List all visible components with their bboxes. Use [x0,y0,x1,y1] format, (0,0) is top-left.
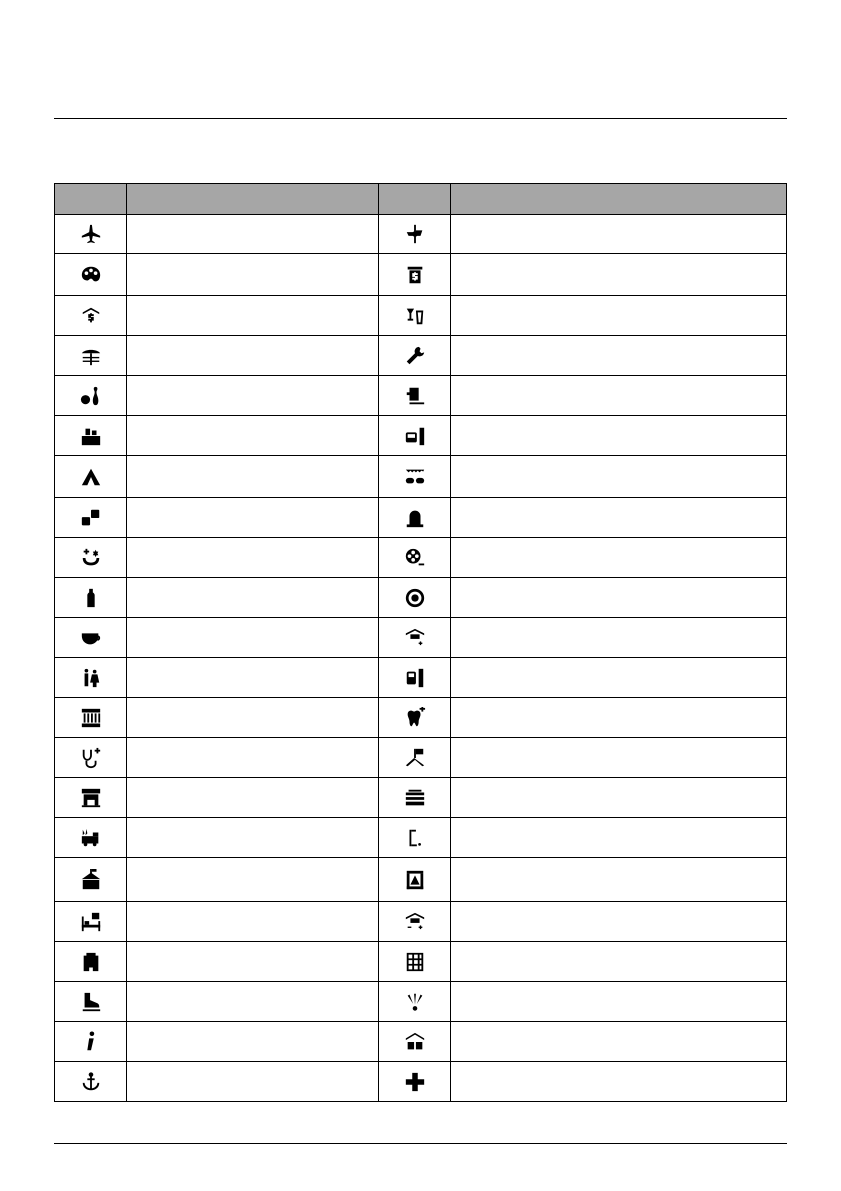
bottom-rule [54,1143,787,1144]
right-icon-cell [379,698,451,738]
table-row [55,658,787,698]
table-row [55,538,787,578]
left-label [127,858,379,902]
left-icon-cell [55,778,127,818]
right-icon-cell [379,778,451,818]
right-label [451,858,787,902]
left-icon-cell [55,578,127,618]
table-row [55,818,787,858]
table-row [55,618,787,658]
right-label [451,376,787,416]
left-label [127,982,379,1022]
right-label [451,818,787,858]
left-icon-cell [55,498,127,538]
table-row [55,778,787,818]
table-row [55,738,787,778]
exhibition-icon [404,747,426,769]
college-icon [404,627,426,649]
table-row [55,456,787,498]
left-icon-cell [55,456,127,498]
right-label [451,416,787,456]
embassy-icon [80,787,102,809]
left-label [127,778,379,818]
left-label [127,456,379,498]
right-icon-cell [379,942,451,982]
train-station-icon [404,667,426,689]
left-icon-cell [55,982,127,1022]
left-icon-cell [55,1062,127,1102]
table-row [55,336,787,376]
left-icon-cell [55,658,127,698]
right-label [451,902,787,942]
wine-cellar-icon [80,587,102,609]
left-label [127,942,379,982]
dentist-icon [404,707,426,729]
right-label [451,578,787,618]
right-icon-cell [379,254,451,296]
right-label [451,658,787,698]
left-icon-cell [55,296,127,336]
right-icon-cell [379,818,451,858]
right-label [451,296,787,336]
doctor-icon [80,747,102,769]
golf-course-icon [404,827,426,849]
table-row [55,416,787,456]
church-icon [80,547,102,569]
table-row [55,254,787,296]
top-rule [54,118,787,119]
beach-icon [80,345,102,367]
right-icon-cell [379,215,451,254]
library-icon [404,1031,426,1053]
fire-station-icon [80,827,102,849]
left-icon-cell [55,818,127,858]
car-repair-icon [404,345,426,367]
border-crossing-icon [404,385,426,407]
table-header-row [55,184,787,215]
table-row [55,215,787,254]
left-label [127,215,379,254]
hotel-icon [80,911,102,933]
bowling-icon [80,385,102,407]
table-row [55,1062,787,1102]
coffee-shop-icon [80,627,102,649]
right-icon-cell [379,1022,451,1062]
left-icon-cell [55,336,127,376]
left-icon-cell [55,254,127,296]
table-row [55,698,787,738]
left-label [127,538,379,578]
casino-icon [80,507,102,529]
airplane-icon [80,223,102,245]
left-icon-cell [55,215,127,254]
community-center-icon [80,667,102,689]
left-label [127,698,379,738]
table-row [55,858,787,902]
table-row [55,296,787,336]
right-icon-cell [379,658,451,698]
left-label [127,902,379,942]
government-office-icon [80,869,102,891]
left-label [127,336,379,376]
right-label [451,254,787,296]
right-icon-cell [379,336,451,376]
theater-icon [404,869,426,891]
left-label [127,296,379,336]
right-icon-cell [379,376,451,416]
right-label [451,942,787,982]
table-row [55,578,787,618]
cemetery-icon [404,507,426,529]
left-label [127,738,379,778]
right-label [451,336,787,376]
right-label [451,1062,787,1102]
cinema-icon [404,547,426,569]
right-icon-cell [379,538,451,578]
courthouse-icon [80,707,102,729]
left-icon-cell [55,416,127,456]
right-icon-cell [379,858,451,902]
table-row [55,902,787,942]
table-row [55,982,787,1022]
information-icon [80,1031,102,1053]
table-row [55,498,787,538]
right-icon-cell [379,296,451,336]
right-label [451,1022,787,1062]
table-row [55,942,787,982]
left-label [127,1022,379,1062]
right-label [451,738,787,778]
left-icon-cell [55,376,127,416]
amusement-park-icon [404,223,426,245]
left-label [127,416,379,456]
business-facility-icon [80,425,102,447]
right-icon-cell [379,738,451,778]
art-palette-icon [80,264,102,286]
left-label [127,658,379,698]
left-label [127,376,379,416]
right-label [451,215,787,254]
bus-station-icon [404,425,426,447]
left-icon-cell [55,942,127,982]
right-label [451,498,787,538]
right-label [451,538,787,578]
right-label [451,778,787,818]
left-label [127,618,379,658]
right-icon-cell [379,1062,451,1102]
header-icon-1 [55,184,127,215]
office-building-icon [404,951,426,973]
right-label [451,456,787,498]
shopping-mall-icon [404,787,426,809]
left-icon-cell [55,698,127,738]
hotel-building-icon [80,951,102,973]
left-label [127,578,379,618]
poi-icon-table [54,183,787,1102]
bank-icon [80,305,102,327]
ice-skating-icon [80,991,102,1013]
table-row [55,1022,787,1062]
right-icon-cell [379,578,451,618]
atm-icon [404,264,426,286]
right-icon-cell [379,902,451,942]
left-icon-cell [55,618,127,658]
left-label [127,818,379,858]
left-icon-cell [55,538,127,578]
left-icon-cell [55,1022,127,1062]
left-icon-cell [55,902,127,942]
left-label [127,498,379,538]
right-label [451,982,787,1022]
header-icon-2 [379,184,451,215]
header-label-1 [127,184,379,215]
right-icon-cell [379,982,451,1022]
hospital-icon [404,1071,426,1093]
left-label [127,254,379,296]
table-row [55,376,787,416]
marina-icon [80,1071,102,1093]
right-label [451,618,787,658]
right-label [451,698,787,738]
left-icon-cell [55,858,127,902]
header-label-2 [451,184,787,215]
right-icon-cell [379,416,451,456]
city-center-icon [404,587,426,609]
school-icon [404,911,426,933]
left-icon-cell [55,738,127,778]
right-icon-cell [379,498,451,538]
camping-icon [80,466,102,488]
right-icon-cell [379,618,451,658]
left-label [127,1062,379,1102]
car-racetrack-icon [404,466,426,488]
bar-icon [404,305,426,327]
right-icon-cell [379,456,451,498]
important-tourist-attraction-icon [404,991,426,1013]
